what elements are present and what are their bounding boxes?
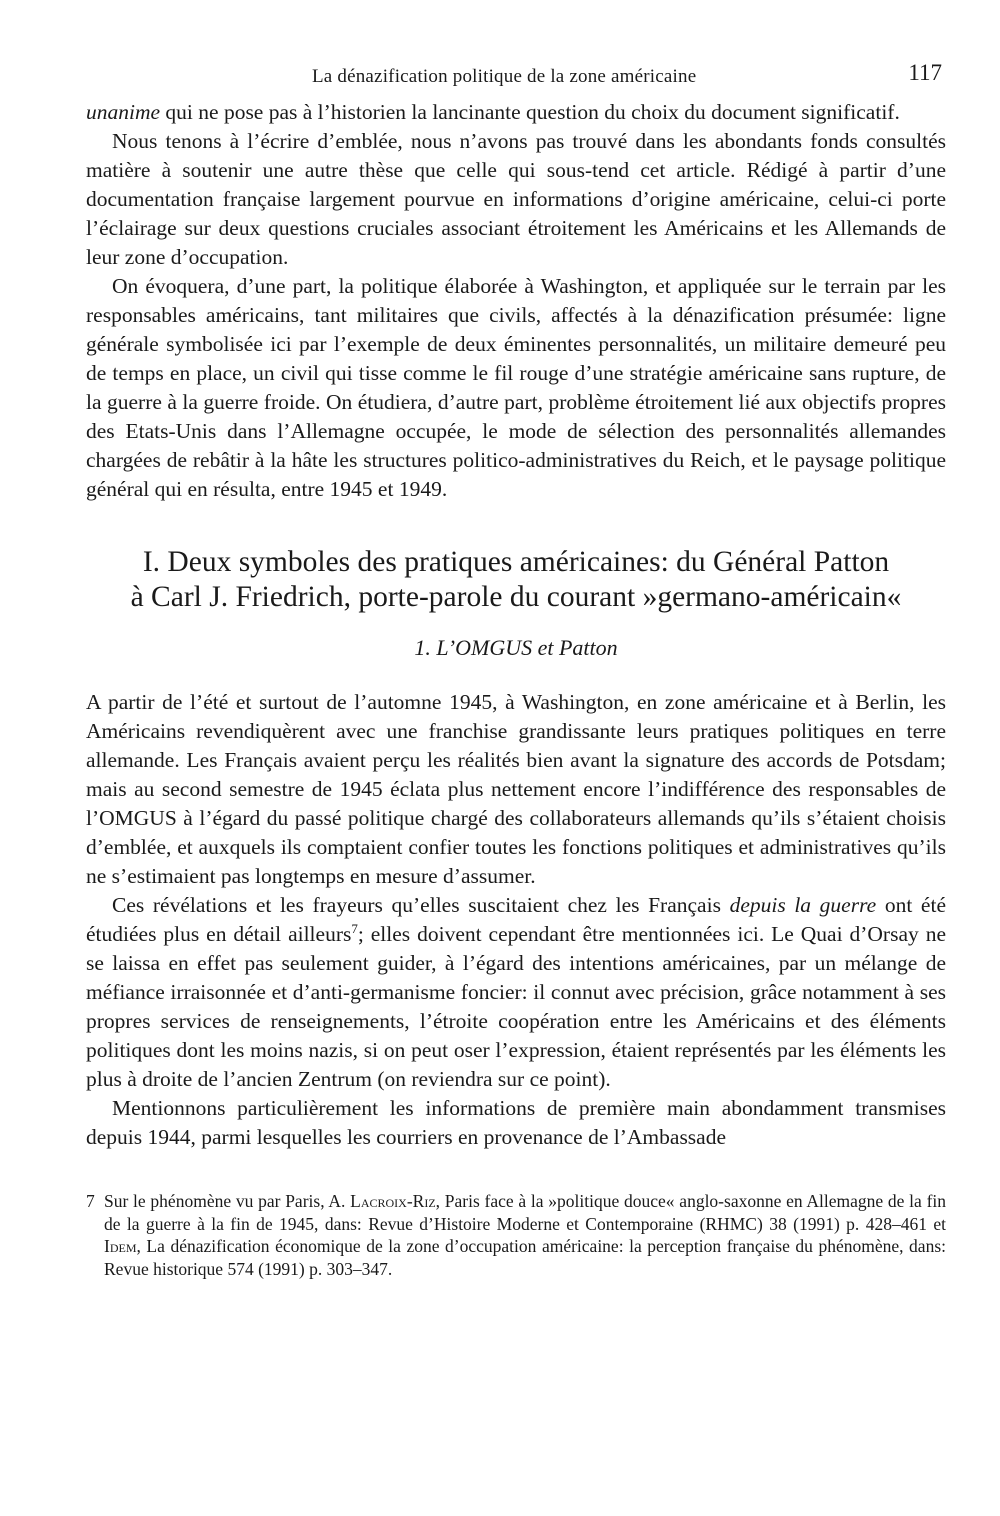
subsection-title: 1. L’OMGUS et Patton [414,635,618,660]
running-head-title: La dénazification politique de la zone américaine [312,66,697,87]
paragraph-3: On évoquera, d’une part, la politique élaborée à Washington, et appliquée sur le terrain par les responsables américains, tant militaires que civils, affectés à la dénazification présumée: ligne générale symbolisée ici par l’exemple de deux éminentes personnalités, un militaire demeuré peu de temps en place, un civil qui tisse comme le fil rouge d’une stratégie américaine sans rupture, de la guerre à la guerre froide. On étudiera, d’autre part, problème étroitement lié aux objectifs propres des Etats-Unis dans l’Allemagne occupée, le mode de sélection des personnalités allemandes chargées de rebâtir à la hâte les structures politico-administratives du Reich, et le paysage politique général qui en résulta, entre 1945 et 1949. [86,274,946,501]
paragraph-1-italic: unanime [86,100,161,124]
section-title-line-1: I. Deux symboles des pratiques américaines: du Général Patton [142,546,890,578]
paragraph-2: Nous tenons à l’écrire d’emblée, nous n’avons pas trouvé dans les abondants fonds consultés matière à soutenir une autre thèse que celle qui sous-tend cet article. Rédigé à partir d’une documentation française largement pourvue en informations d’origine américaine, celui-ci porte l’éclairage sur deux questions cruciales associant étroitement les Américains et les Allemands de leur zone d’occupation. [86,129,946,269]
paragraph-5-italic: depuis la guerre [729,893,877,917]
footnote-reference[interactable]: 7 [351,921,358,936]
footnote-text-3: , La dénazification économique de la zone d’occupation américaine: la perception française du phénomène, dans: Revue historique 574 (1991) p. 303–347. [104,1236,946,1279]
footnote-number: 7 [86,1191,95,1211]
paragraph-5-text-3: ; elles doivent cependant être mentionnées ici. Le Quai d’Orsay ne se laissa en effet pas seulement guider, à l’égard des intentions américaines, par un mélange de méfiance irraisonnée et d’anti-germanisme foncier: il connut avec précision, grâce notamment à ses propres services de renseignements, l’étroite coopération entre les Américains et des éléments politiques dont les moins nazis, si on peut oser l’expression, étaient représentés par les éléments les plus à droite de l’ancien Zentrum (on reviendra sur ce point). [86,922,946,1091]
footnotes [86,1190,946,1280]
paragraph-1-text: qui ne pose pas à l’historien la lancinante question du choix du document significatif. [160,100,900,124]
footnote-text-1: Sur le phénomène vu par Paris, A. [104,1191,351,1211]
footnote-author-2: Idem [104,1236,137,1256]
footnote-7 [86,1190,946,1280]
footnote-author-1: Lacroix-Riz [350,1191,436,1211]
page [86,58,946,1280]
paragraph-1 [86,98,946,127]
paragraph-5-text-1: Ces révélations et les frayeurs qu’elles suscitaient chez les Français [112,893,730,917]
paragraph-5-text-2: ont été étudiées plus en détail ailleurs [86,893,946,946]
section-title [86,545,946,615]
page-number: 117 [908,60,942,85]
paragraph-6: Mentionnons particulièrement les informations de première main abondamment transmises depuis 1944, parmi lesquelles les courriers en provenance de l’Ambassade [86,1096,946,1149]
paragraph-4: A partir de l’été et surtout de l’automne 1945, à Washington, en zone américaine et à Berlin, les Américains revendiquèrent avec une franchise grandissante leurs pratiques politiques en terre allemande. Les Français avaient perçu les réalités bien avant la signature des accords de Potsdam; mais au second semestre de 1945 éclata plus nettement encore l’indifférence des responsables de l’OMGUS à l’égard du passé politique chargé des collaborateurs allemands qu’ils s’étaient choisis d’emblée, et auxquels ils comptaient confier toutes les fonctions politiques et administratives qu’ils ne s’estimaient pas longtemps en mesure d’assumer. [86,690,946,888]
footnote-text-2: , Paris face à la »politique douce« anglo-saxonne en Allemagne de la fin de la guerre à la fin de 1945, dans: Revue d’Histoire Moderne et Contemporaine (RHMC) 38 (1991) p. 428–461 et [104,1191,947,1234]
paragraph-5 [86,891,946,1094]
running-head [86,58,946,98]
section-title-line-2: à Carl J. Friedrich, porte-parole du courant »germano-américain« [130,581,902,613]
